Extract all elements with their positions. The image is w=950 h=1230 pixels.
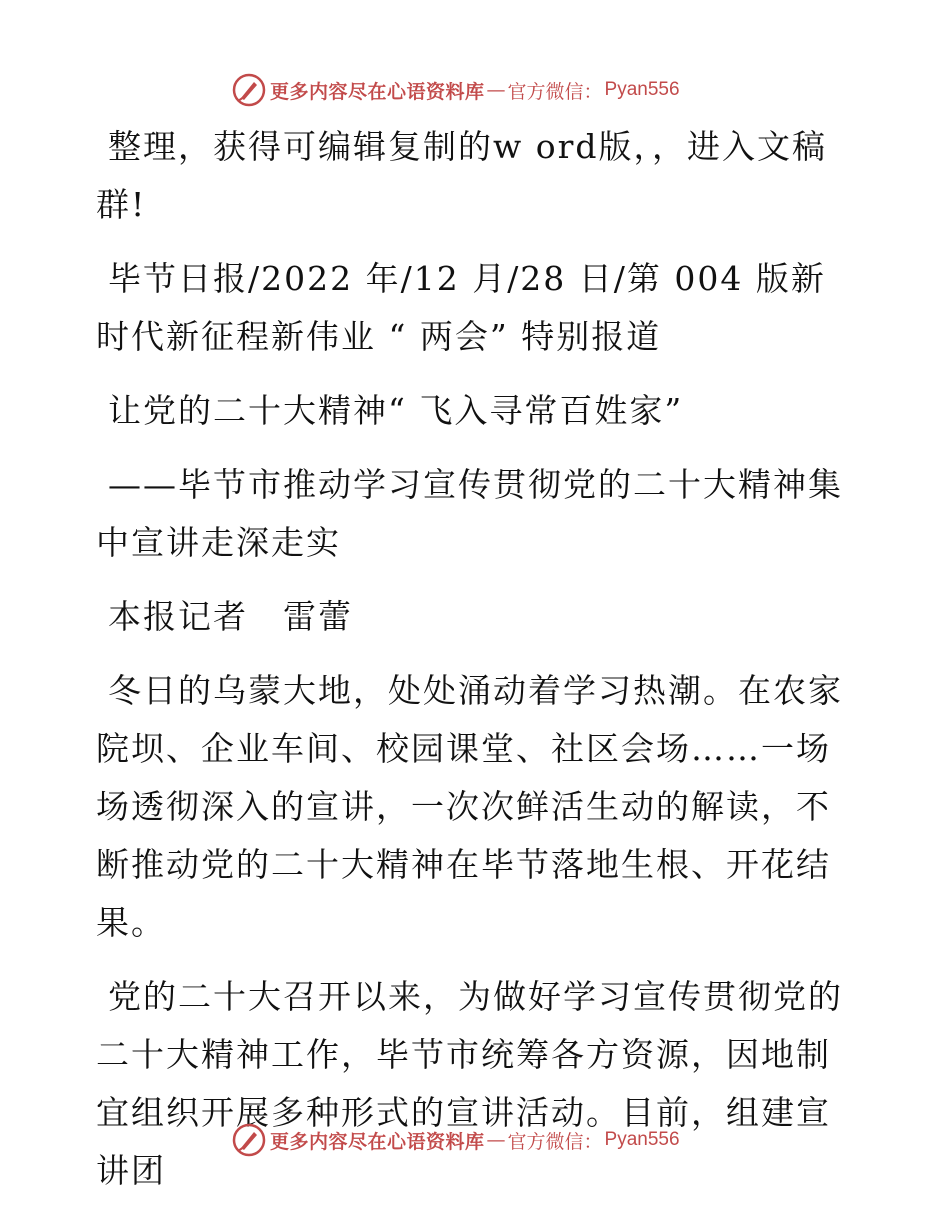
- paragraph-body-2: 党的二十大召开以来，为做好学习宣传贯彻党的二十大精神工作，毕节市统筹各方资源，因地制宜组织开展多种形式的宣讲活动。目前，组建宣讲团: [96, 977, 843, 1190]
- paragraph-body-1: 冬日的乌蒙大地，处处涌动着学习热潮。在农家院坝、企业车间、校园课堂、社区会场……一场场透彻深入的宣讲，一次次鲜活生动的解读，不断推动党的二十大精神在毕节落地生根、开花结果。: [96, 671, 843, 942]
- watermark-wechat-id: Pyan556: [604, 79, 680, 100]
- paragraph-intro-note: 整理，获得可编辑复制的w ord版，，进入文稿群!: [96, 127, 828, 224]
- watermark-brand: 更多内容尽在心语资料库: [270, 80, 485, 103]
- watermark-wechat-label: 官方微信：: [507, 80, 603, 103]
- quill-logo-icon: [232, 73, 266, 107]
- watermark-wechat-id: Pyan556: [604, 1129, 680, 1150]
- watermark-wechat-label: 官方微信：: [507, 1130, 603, 1153]
- article-title: 让党的二十大精神“ 飞入寻常百姓家”: [108, 391, 684, 430]
- watermark-separator: —: [486, 79, 506, 101]
- quill-logo-icon: [232, 1123, 266, 1157]
- footer-watermark: [232, 1122, 712, 1158]
- article-byline: 本报记者 雷蕾: [108, 597, 353, 636]
- article-subtitle: ——毕节市推动学习宣传贯彻党的二十大精神集中宣讲走深走实: [96, 465, 843, 562]
- watermark-brand: 更多内容尽在心语资料库: [270, 1130, 485, 1153]
- paragraph-source-line: 毕节日报/2022 年/12 月/28 日/第 004 版新时代新征程新伟业 “ 两会” 特别报道: [96, 259, 826, 356]
- document-body: [96, 118, 856, 1216]
- watermark-separator: —: [486, 1129, 506, 1151]
- header-watermark: [232, 72, 712, 108]
